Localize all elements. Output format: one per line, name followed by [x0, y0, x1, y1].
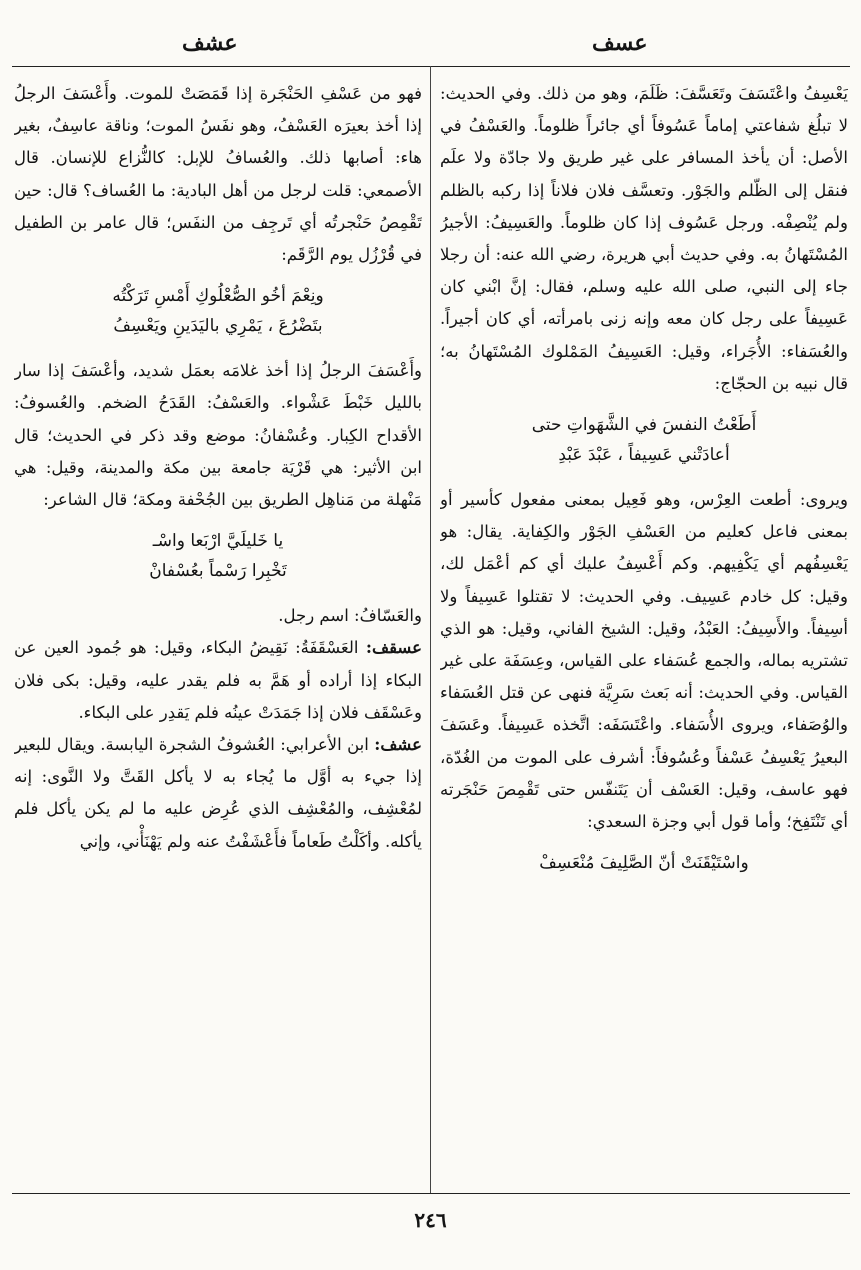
- verse-block: [14, 281, 422, 341]
- entry-text: العَسْقَفَةُ: نَقِيضُ البكاء، وقيل: هو جُمود العين عن البكاء إذا أراده أو هَمَّ به فلم يقدر عليه، وقيل: بكى فلان وعَسْقَف فلان إذا جَمَدَتْ عينُه فلم يَقدِر على البكاء.: [14, 638, 422, 722]
- dictionary-entry: [14, 632, 422, 729]
- verse-line: واسْتَيْقَنَتْ أنّ الصَّلِيفَ مُنْعَسِفْ: [539, 853, 749, 874]
- verse-block: [14, 526, 422, 586]
- verse-block: [440, 410, 848, 470]
- top-rule: [12, 66, 850, 67]
- verse-line: ونِعْمَ أخُو الصُّعْلُوكِ أَمْسِ تَرَكْتُه: [112, 286, 324, 307]
- running-head-right: عسف: [592, 30, 648, 56]
- column-divider: [430, 66, 431, 1194]
- paragraph: ويروى: أطعت العِرْس، وهو فَعِيل بمعنى مفعول كأسير أو بمعنى فاعل كعليم من العَسْفِ الجَوْر والكِفاية. يقال: هو يَعْسِفُهم أي يَكْفِيهم. وكم أَعْسِفُ عليك أي كم أعْمَل لك، وقيل: كل خادم عَسِيف. وفي الحديث: لا تقتلوا عَسِيفاً ولا أسِيفاً. والأَسِيفُ: العَبْدُ، وقيل: الشيخ الفاني، وقيل: هو الذي تشتريه بماله، والجمع عُسَفاء على القياس، وعِسَفَة على غير القياس. وفي الحديث: أنه بَعث سَرِيَّة فنهى عن قتل العُسَفاء والوُصَفاء، ويروى الأُسَفاء. واعْتَسَفَه: اتَّخذه عَسِيفاً. وعَسَفَ البعيرُ يَعْسِفُ عَسْفاً وعُسُوفاً: أشرف على الموت من الغُدّة، فهو عاسف، وقيل: العَسْف أن يَتَنفّس حتى تَقْمِصَ حَنْجَرته أي تَنْتَفِخ؛ وأما قول أبي وجزة السعدي:: [440, 490, 848, 832]
- paragraph: وأَعْسَفَ الرجلُ إذا أخذ غلامَه بعمَل شديد، وأعْسَفَ إذا سار بالليل خَبْطَ عَشْواء. والعَسْفُ: القَدَحُ الضخم. والعُسوفُ: الأقداح الكِبار. وعُسْفانُ: موضع وقد ذكر في الحديث؛ قال ابن الأثير: هي قَرْيَة جامعة بين مكة والمدينة، وقيل: هي مَنْهلة من مَناهِل الطريق بين الجُحْفة ومكة؛ قال الشاعر:: [14, 361, 422, 510]
- paragraph: يَعْسِفُ واعْتَسَفَ وتَعَسَّفَ: ظَلَمَ، وهو من ذلك. وفي الحديث: لا تبلُغ شفاعتي إماماً عَسُوفاً أي جائراً ظلوماً. والعَسْفُ في الأصل: أن يأخذ المسافر على غير طريق ولا جادّة ولا علَم فنقل إلى الظّلم والجَوْر. وتعسَّف فلان فلاناً إذا ركبه بالظلم ولم يُنْصِفْه. ورجل عَسُوف إذا كان ظلوماً. والعَسِيفُ: الأجيرُ المُسْتَهانُ به. وفي حديث أبي هريرة، رضي الله عنه: أن رجلا جاء إلى النبي، صلى الله عليه وسلم، فقال: إنَّ ابْني كان عَسِيفاً على رجل كان معه وإنه زنى بامرأته، أي كان أجيراً. والعُسَفاء: الأُجَراء، وقيل: العَسِيفُ المَمْلوك المُسْتَهانُ به؛ قال نبيه بن الحجّاج:: [440, 84, 848, 393]
- entry-headword: عشف:: [374, 735, 422, 755]
- verse-line: بتَضْرُعَ ، يَمْرِي باليَدَينِ ويَعْسِفُ: [113, 316, 323, 337]
- verse-line: أعادَتْني عَسِيفاً ، عَبْدَ عَبْدِ: [558, 445, 730, 466]
- running-head-left: عشف: [182, 30, 238, 56]
- paragraph: فهو من عَسْفِ الحَنْجَرة إذا قَمَصَتْ للموت. وأَعْسَفَ الرجلُ إذا أخذ بعيرَه العَسْفُ، وهو نفَسُ الموت؛ وناقة عاسِفٌ، بغير هاء: أصابها ذلك. والعُسافُ للإبل: كالنُّزاع للإنسان. قال الأصمعي: قلت لرجل من أهل البادية: ما العُساف؟ قال: حين تَقْمِصُ حَنْجرتُه أي تَرجِف من النفَس؛ قال عامر بن الطفيل في قُرْزُل يوم الرَّقَم:: [14, 84, 422, 265]
- paragraph: والعَسّافُ: اسم رجل.: [278, 606, 422, 626]
- left-column: [14, 78, 422, 1183]
- verse-line: أَطَعْتُ النفسَ في الشَّهَواتِ حتى: [531, 415, 757, 436]
- verse-line: يا خَليلَيَّ ارْبَعا واسْـ: [152, 531, 284, 552]
- right-column: [440, 78, 848, 1183]
- page-number: ٢٤٦: [414, 1208, 447, 1232]
- dictionary-entry: [14, 729, 422, 858]
- verse-line: تَخْبِرا رَسْماً بعُسْفانْ: [149, 561, 287, 582]
- verse-block: [440, 848, 848, 878]
- entry-text: ابن الأعرابي: العُشوفُ الشجرة اليابسة. ويقال للبعير إذا جيء به أوَّل ما يُجاء به لا يأكل القَتَّ ولا النَّوى: إنه لمُعْشِف، والمُعْشِف الذي عُرِض عليه ما لم يكن يأكل فلم يأكله. وأكَلْتُ طَعاماً فأَعْشَفْتُ عنه ولم يَهْنَأْني، وإني: [14, 735, 422, 851]
- bottom-rule: [12, 1193, 850, 1194]
- entry-headword: عسقف:: [365, 638, 422, 658]
